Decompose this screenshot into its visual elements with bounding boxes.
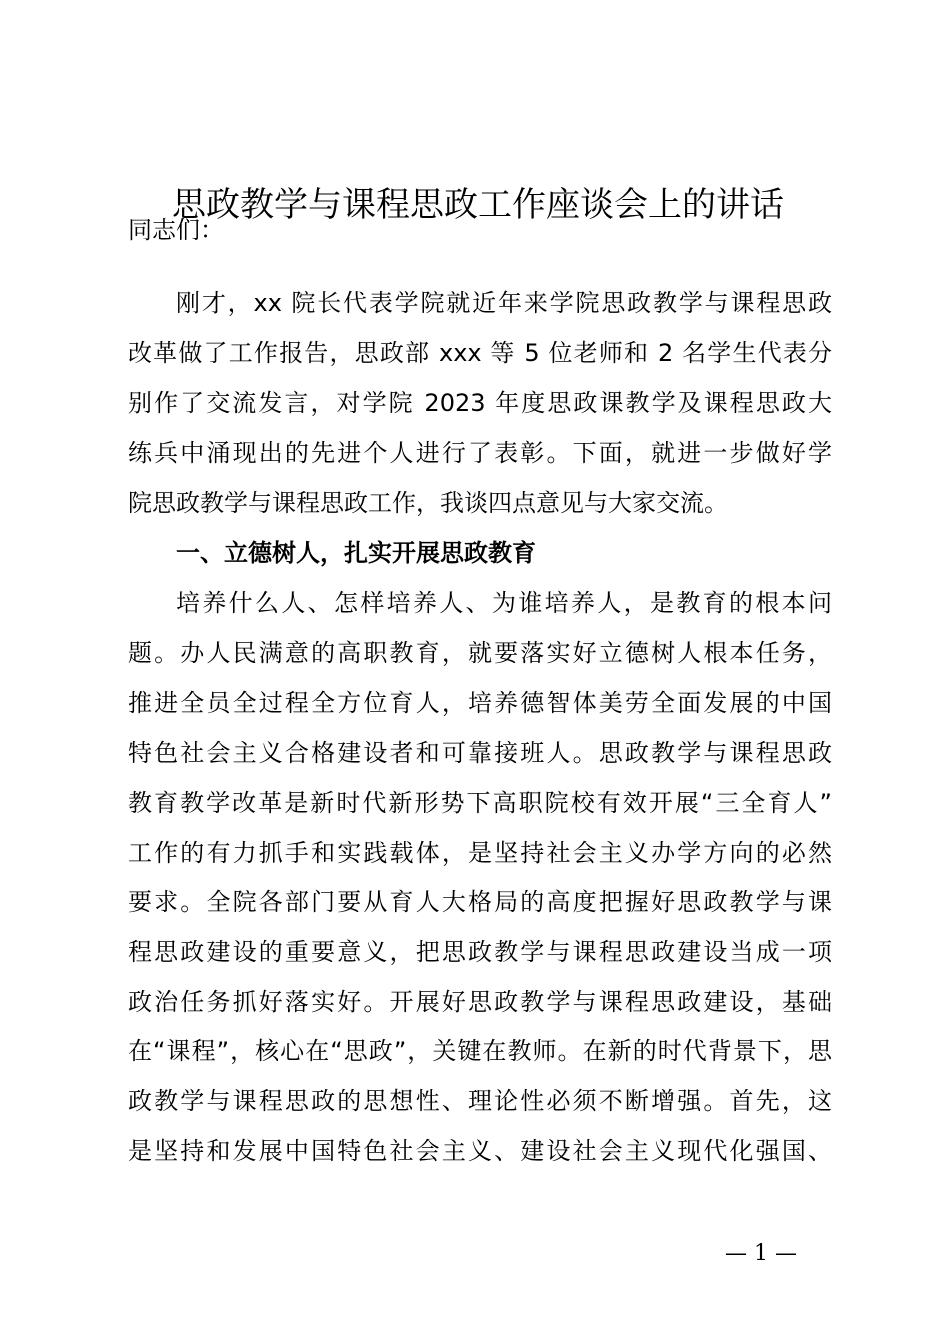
paragraph-1-line-3: 别作了交流发言，对学院 2023 年度思政课教学及课程思政大 — [128, 389, 832, 417]
paragraph-2-line-9: 政治任务抓好落实好。开展好思政教学与课程思政建设，基础 — [128, 988, 832, 1016]
paragraph-1-line-5: 院思政教学与课程思政工作，我谈四点意见与大家交流。 — [128, 489, 728, 517]
paragraph-2-line-1: 培养什么人、怎样培养人、为谁培养人，是教育的根本问 — [176, 589, 832, 617]
paragraph-2-line-6: 工作的有力抓手和实践载体，是坚持社会主义办学方向的必然 — [128, 839, 832, 867]
paragraph-2-line-2: 题。办人民满意的高职教育，就要落实好立德树人根本任务， — [128, 639, 832, 667]
document-title: 思政教学与课程思政工作座谈会上的讲话 — [172, 185, 784, 225]
paragraph-1-line-2: 改革做了工作报告，思政部 xxx 等 5 位老师和 2 名学生代表分 — [128, 339, 832, 367]
paragraph-2-line-10: 在“课程”，核心在“思政”，关键在教师。在新的时代背景下，思 — [128, 1037, 832, 1065]
paragraph-2-line-4: 特色社会主义合格建设者和可靠接班人。思政教学与课程思政 — [128, 739, 832, 767]
paragraph-2-line-5: 教育教学改革是新时代新形势下高职院校有效开展“三全育人” — [128, 789, 832, 817]
paragraph-2-line-12: 是坚持和发展中国特色社会主义、建设社会主义现代化强国、 — [128, 1137, 832, 1165]
section-1-heading: 一、立德树人，扎实开展思政教育 — [176, 539, 536, 567]
paragraph-2-line-11: 政教学与课程思政的思想性、理论性必须不断增强。首先，这 — [128, 1087, 832, 1115]
salutation: 同志们： — [128, 216, 224, 244]
paragraph-1-line-1: 刚才，xx 院长代表学院就近年来学院思政教学与课程思政 — [176, 289, 832, 317]
paragraph-2-line-3: 推进全员全过程全方位育人，培养德智体美劳全面发展的中国 — [128, 689, 832, 717]
paragraph-1-line-4: 练兵中涌现出的先进个人进行了表彰。下面，就进一步做好学 — [128, 439, 832, 467]
paragraph-2-line-8: 程思政建设的重要意义，把思政教学与课程思政建设当成一项 — [128, 938, 832, 966]
page-number: — 1 — — [725, 1241, 797, 1266]
paragraph-2-line-7: 要求。全院各部门要从育人大格局的高度把握好思政教学与课 — [128, 888, 832, 916]
